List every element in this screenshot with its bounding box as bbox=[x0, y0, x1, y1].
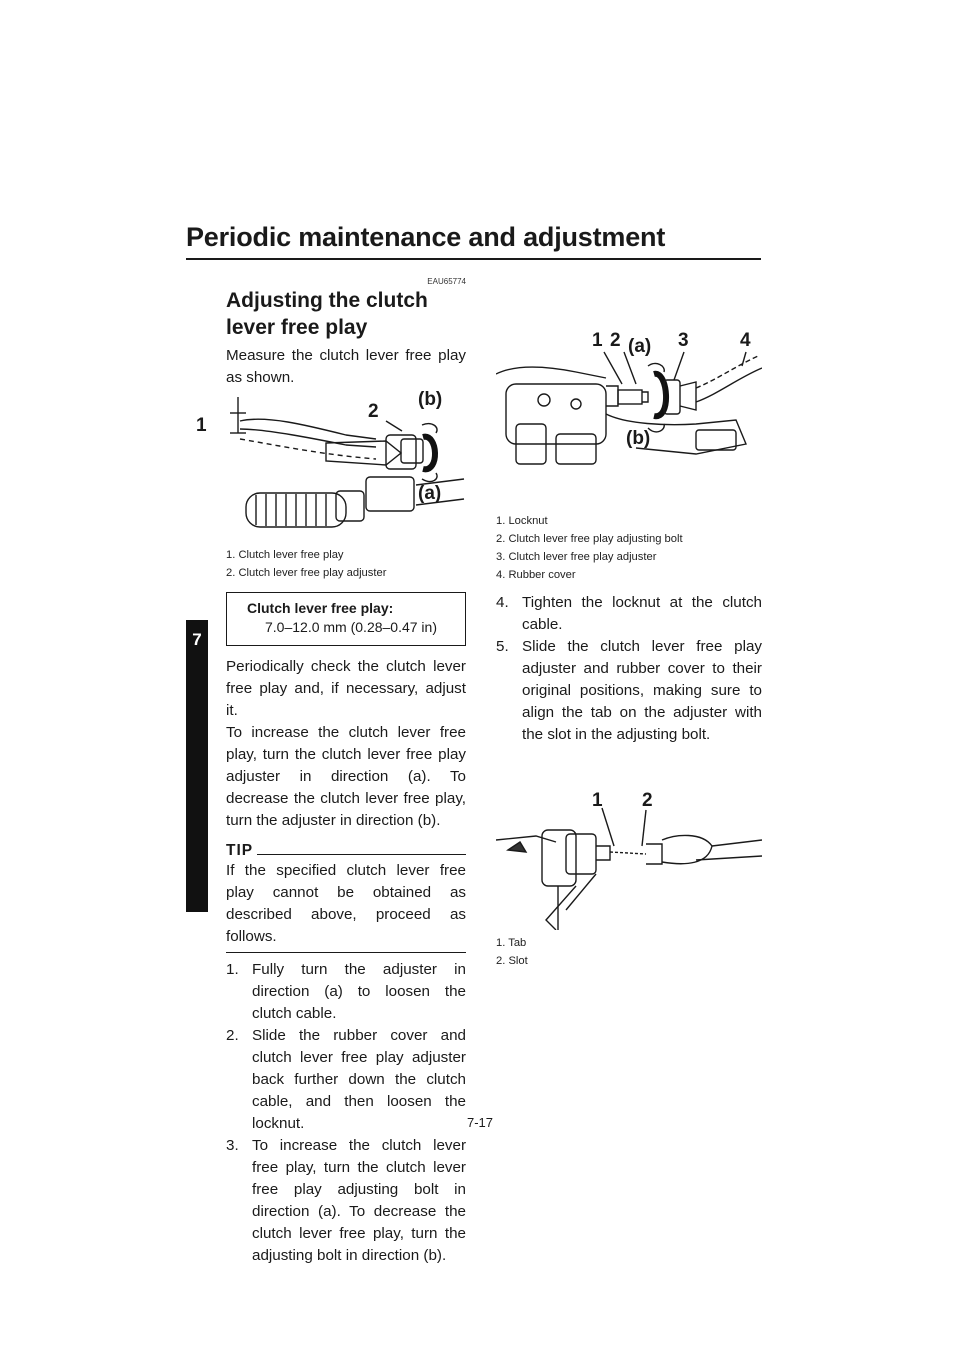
callout-2: 2 bbox=[610, 330, 621, 351]
callout-2: 2 bbox=[642, 790, 653, 811]
title-rule bbox=[186, 258, 761, 260]
callout-1: 1 bbox=[592, 330, 603, 351]
adjusting-bolt-illustration bbox=[496, 344, 762, 494]
tip-rule bbox=[257, 854, 466, 855]
steps-list-right bbox=[496, 592, 762, 746]
document-code: EAU65774 bbox=[427, 277, 466, 286]
intro-paragraph: Measure the clutch lever free play as shown. bbox=[226, 347, 466, 386]
figure1-legend bbox=[226, 546, 466, 582]
chapter-number: 7 bbox=[192, 630, 202, 649]
callout-a: (a) bbox=[418, 483, 442, 504]
figure-clutch-lever bbox=[196, 389, 466, 540]
page-number: 7-17 bbox=[466, 1115, 494, 1130]
page-title: Periodic maintenance and adjustment bbox=[186, 222, 666, 252]
figure-tab-slot bbox=[496, 790, 762, 930]
spec-box bbox=[226, 592, 466, 646]
step-text: Slide the clutch lever free play adjuster and rubber cover to their original positions, making sure to align the tab on the adjuster with the slot in the adjusting bolt. bbox=[522, 638, 762, 743]
tip-label: TIP bbox=[226, 842, 254, 859]
list-item bbox=[496, 592, 762, 636]
figure-adjusting-bolt bbox=[496, 330, 762, 494]
callout-b: (b) bbox=[418, 389, 443, 410]
legend-item: 1. Clutch lever free play bbox=[226, 549, 344, 561]
figure3-legend bbox=[496, 934, 762, 970]
step-number: 5. bbox=[496, 638, 509, 655]
spec-value: 7.0–12.0 mm (0.28–0.47 in) bbox=[265, 619, 437, 635]
tip-header bbox=[226, 842, 466, 860]
right-column bbox=[496, 262, 762, 970]
legend-item: 4. Rubber cover bbox=[496, 569, 576, 581]
step-number: 4. bbox=[496, 594, 509, 611]
tab-slot-illustration bbox=[496, 790, 762, 930]
list-item bbox=[496, 636, 762, 746]
callout-3: 3 bbox=[678, 330, 689, 351]
legend-item: 1. Locknut bbox=[496, 515, 548, 527]
callout-1: 1 bbox=[196, 415, 207, 436]
legend-item: 1. Tab bbox=[496, 937, 527, 949]
clutch-lever-illustration bbox=[226, 395, 466, 540]
step-number: 3. bbox=[226, 1137, 239, 1154]
step-text: Tighten the locknut at the clutch cable. bbox=[522, 594, 762, 633]
callout-2: 2 bbox=[368, 401, 379, 422]
callout-1: 1 bbox=[592, 790, 603, 811]
callout-4: 4 bbox=[740, 330, 751, 351]
legend-item: 2. Clutch lever free play adjusting bolt bbox=[496, 533, 683, 545]
figure2-legend bbox=[496, 512, 762, 584]
step-number: 2. bbox=[226, 1027, 239, 1044]
list-item bbox=[226, 959, 466, 1025]
step-number: 1. bbox=[226, 961, 239, 978]
step-text: Slide the rubber cover and clutch lever free play adjuster back further down the clutch cable, and then loosen the locknut. bbox=[252, 1027, 466, 1132]
legend-item: 2. Clutch lever free play adjuster bbox=[226, 567, 387, 579]
step-text: To increase the clutch lever free play, turn the clutch lever free play adjusting bolt in direction (a). To decrease the clutch lever free play, turn the adjusting bolt in direction (b). bbox=[252, 1137, 466, 1264]
tip-text: If the specified clutch lever free play cannot be obtained as described above, proceed as follows. bbox=[226, 862, 466, 945]
step-text: Fully turn the adjuster in direction (a) to loosen the clutch cable. bbox=[252, 961, 466, 1022]
chapter-tab bbox=[186, 620, 208, 912]
spec-label: Clutch lever free play: bbox=[247, 600, 394, 616]
steps-list-left bbox=[226, 959, 466, 1267]
section-heading: Adjusting the clutch lever free play bbox=[226, 289, 428, 339]
callout-a: (a) bbox=[628, 336, 652, 357]
legend-item: 2. Slot bbox=[496, 955, 528, 967]
tip-body bbox=[226, 860, 466, 953]
callout-b: (b) bbox=[626, 428, 651, 449]
list-item bbox=[226, 1135, 466, 1267]
paragraph-adjust: To increase the clutch lever free play, turn the clutch lever free play adjuster in direction (a). To decrease the clutch lever free play, turn the adjuster in direction (b). bbox=[226, 724, 466, 829]
legend-item: 3. Clutch lever free play adjuster bbox=[496, 551, 657, 563]
paragraph-check: Periodically check the clutch lever free play and, if necessary, adjust it. bbox=[226, 658, 466, 719]
